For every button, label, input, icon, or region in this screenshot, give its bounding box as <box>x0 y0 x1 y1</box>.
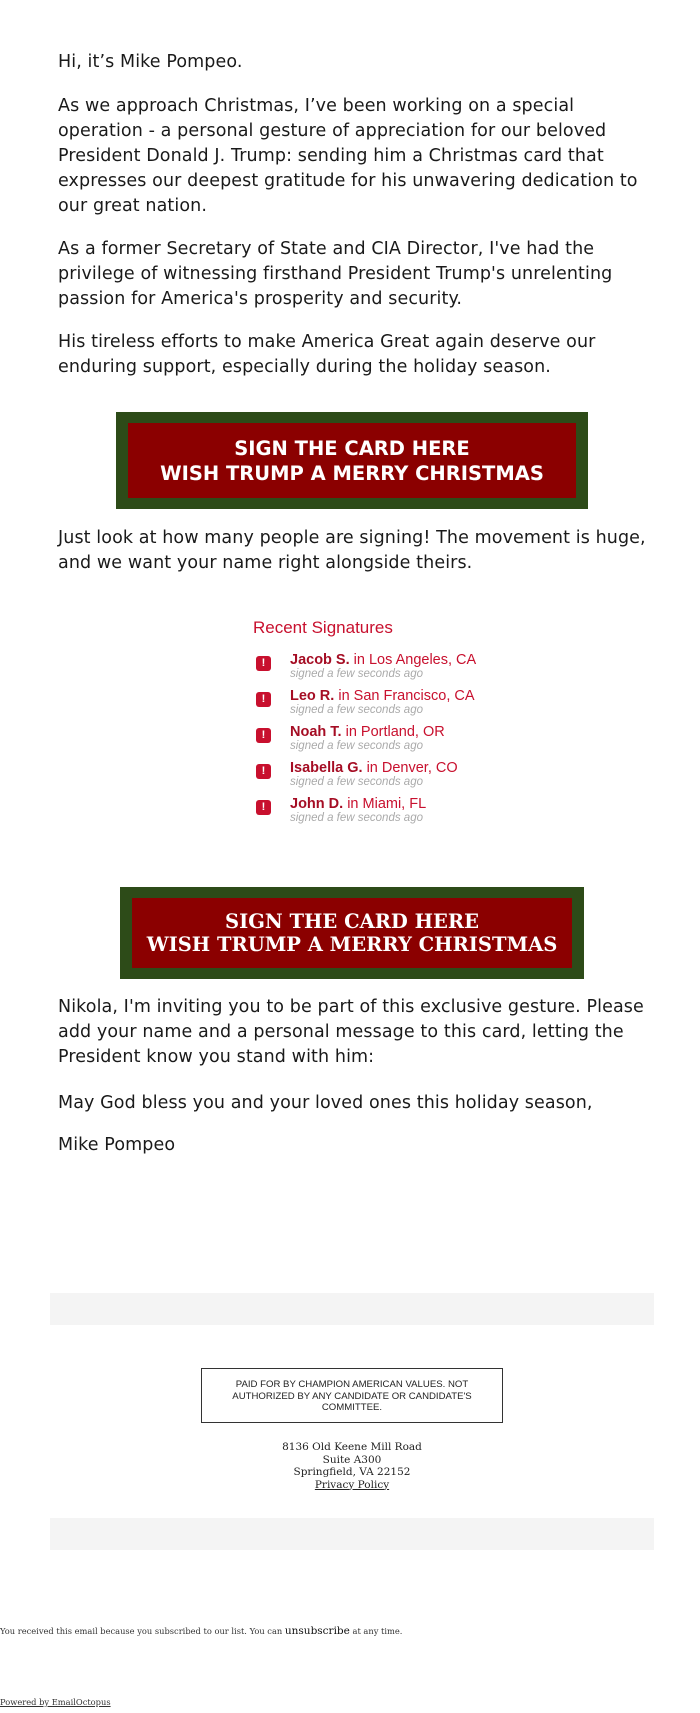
greeting-text: Hi, it’s Mike Pompeo. <box>58 52 243 72</box>
address-line-2: Suite A300 <box>322 1453 382 1466</box>
paid-for-disclaimer: PAID FOR BY CHAMPION AMERICAN VALUES. NOT AUTHORIZED BY ANY CANDIDATE OR CANDIDATE'S COMMITTEE. <box>201 1368 503 1423</box>
signature-item <box>253 652 493 688</box>
signature-name-line <box>290 652 476 668</box>
intro-paragraph-2: As a former Secretary of State and CIA Director, I've had the privilege of witnessing firsthand President Trump's unrelenting passion for America's prosperity and security. <box>58 239 613 309</box>
signature-time: signed a few seconds ago <box>290 704 423 716</box>
signature-text: Mike Pompeo <box>58 1135 176 1155</box>
privacy-policy-link[interactable]: Privacy Policy <box>314 1478 390 1491</box>
signer-name: Noah T. <box>290 724 342 740</box>
signature-item <box>253 760 493 796</box>
sign-card-button-top-line2: WISH TRUMP A MERRY CHRISTMAS <box>160 461 544 485</box>
signature-time: signed a few seconds ago <box>290 668 423 680</box>
sign-card-button-bottom[interactable] <box>120 887 584 979</box>
signature-time: signed a few seconds ago <box>290 776 423 788</box>
sign-card-button-bottom-inner[interactable] <box>132 898 572 968</box>
sign-card-button-top-line1: SIGN THE CARD HERE <box>234 436 470 460</box>
alert-icon: ! <box>256 800 271 815</box>
signature-time: signed a few seconds ago <box>290 812 423 824</box>
sign-card-button-top-inner[interactable] <box>128 423 576 498</box>
signer-location: in Los Angeles, CA <box>349 652 477 668</box>
footer-divider-top <box>50 1293 654 1325</box>
unsubscribe-link[interactable]: unsubscribe <box>284 1625 350 1637</box>
signature-time: signed a few seconds ago <box>290 740 423 752</box>
recent-signatures-widget <box>253 618 493 832</box>
address-line-1: 8136 Old Keene Mill Road <box>282 1441 422 1453</box>
signature-item <box>253 796 493 832</box>
alert-icon: ! <box>256 764 271 779</box>
mailing-address <box>200 1441 504 1491</box>
sign-card-button-top[interactable] <box>116 412 588 509</box>
signature-item <box>253 724 493 760</box>
sign-card-button-bottom-line2: WISH TRUMP A MERRY CHRISTMAS <box>146 933 558 956</box>
alert-icon: ! <box>256 656 271 671</box>
closing-paragraph: Nikola, I'm inviting you to be part of this exclusive gesture. Please add your name and a personal message to this card, letting the President know you stand with him: <box>58 997 644 1067</box>
signer-location: in Portland, OR <box>341 724 445 740</box>
signature-name-line <box>290 796 426 812</box>
signature-item <box>253 688 493 724</box>
footer-divider-bottom <box>50 1518 654 1550</box>
alert-icon: ! <box>256 692 271 707</box>
signer-name: John D. <box>290 796 344 812</box>
signer-location: in Miami, FL <box>343 796 427 812</box>
signature-name-line <box>290 688 475 704</box>
powered-by-link[interactable]: Powered by EmailOctopus <box>0 1697 111 1707</box>
signer-location: in Denver, CO <box>362 760 458 776</box>
notice-text-after: at any time. <box>349 1626 403 1636</box>
signature-name-line <box>290 724 445 740</box>
signer-name: Jacob S. <box>290 652 350 668</box>
alert-icon: ! <box>256 728 271 743</box>
movement-paragraph: Just look at how many people are signing! The movement is huge, and we want your name right alongside theirs. <box>58 528 646 573</box>
address-line-3: Springfield, VA 22152 <box>293 1466 411 1478</box>
subscription-notice <box>0 1625 402 1637</box>
signer-name: Isabella G. <box>290 760 363 776</box>
intro-paragraph-1: As we approach Christmas, I’ve been working on a special operation - a personal gesture of appreciation for our beloved President Donald J. Trump: sending him a Christmas card that expresses our deepest gratitude for his unwavering dedication to our great nation. <box>58 96 638 216</box>
recent-signatures-title: Recent Signatures <box>253 618 393 637</box>
intro-paragraph-3: His tireless efforts to make America Great again deserve our enduring support, especially during the holiday season. <box>58 332 596 377</box>
signature-name-line <box>290 760 458 776</box>
signer-name: Leo R. <box>290 688 335 704</box>
notice-text-before: You received this email because you subscribed to our list. You can <box>0 1626 285 1636</box>
blessing-text: May God bless you and your loved ones this holiday season, <box>58 1093 593 1113</box>
sign-card-button-bottom-line1: SIGN THE CARD HERE <box>225 910 479 933</box>
signer-location: in San Francisco, CA <box>334 688 475 704</box>
